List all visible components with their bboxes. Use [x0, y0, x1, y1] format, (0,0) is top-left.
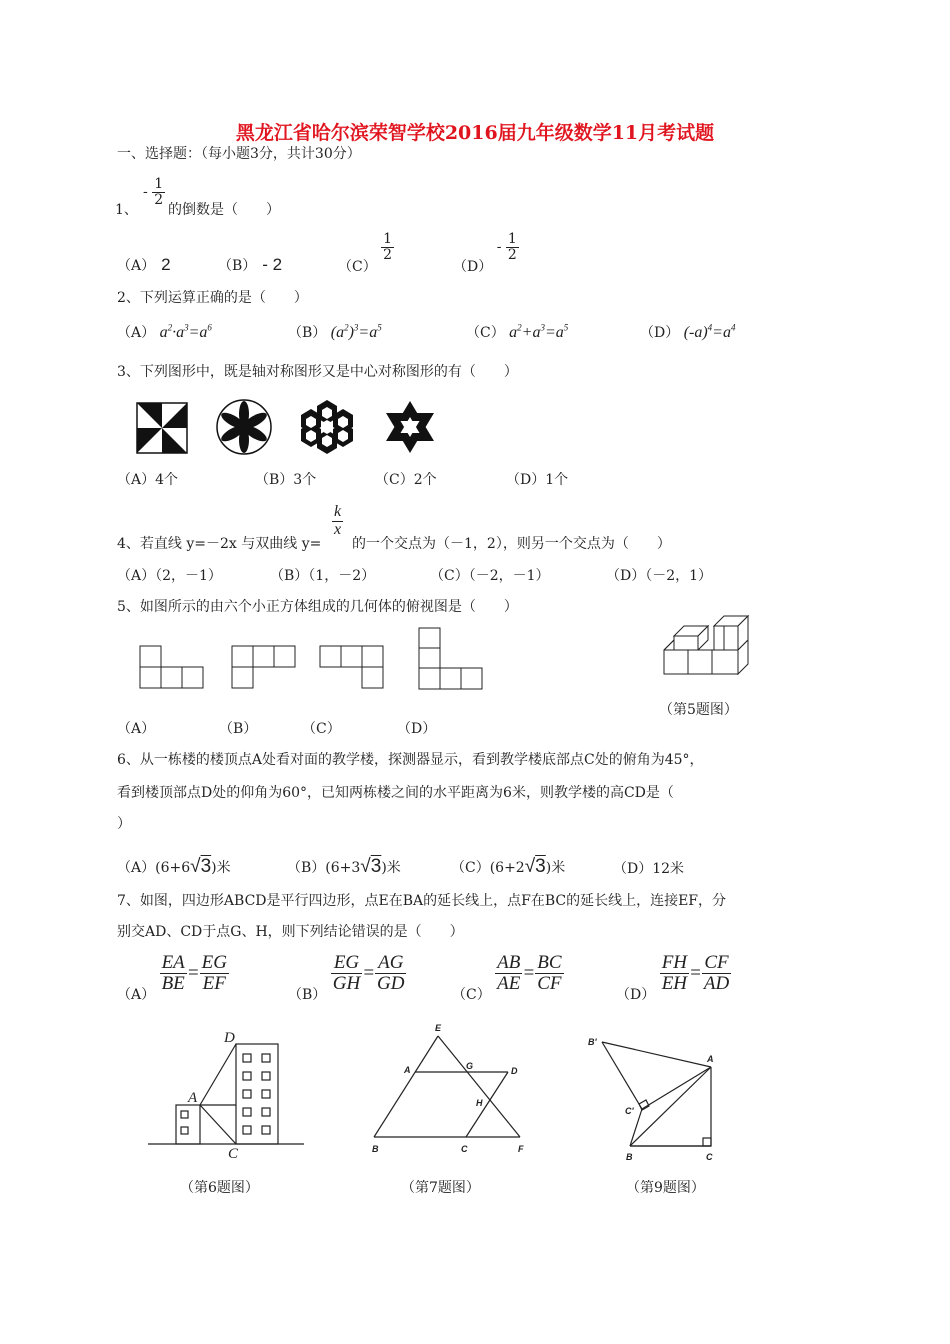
q4-option-d: （D）（－2，1）	[606, 568, 713, 584]
q4-fraction: $\frac{k}{x}$	[334, 503, 342, 538]
q1-fraction: - $\frac{1}{2}$	[143, 176, 164, 208]
fig6-label-a: A	[188, 1090, 198, 1106]
q5-label-b: （B）	[219, 721, 258, 737]
q5-cube-figure	[662, 612, 752, 678]
q6-line3: ）	[117, 816, 131, 832]
q2-option-b: （B） $(a^2)^3=a^5$	[288, 322, 382, 341]
q1-option-c: （C） $\frac{1}{2}$	[338, 231, 393, 276]
q6-line1: 6、从一栋楼的楼顶点A处看对面的教学楼，探测器显示，看到教学楼底部点C处的俯角为45°，	[117, 752, 704, 768]
q4-option-c: （C）（－2，－1）	[430, 568, 550, 584]
q3-option-d: （D）1个	[506, 472, 569, 488]
q1-option-b: （B） - 2	[218, 255, 283, 274]
fig9-label-a: A	[707, 1054, 714, 1064]
q6-option-b: （B）(6+3√3)米	[287, 856, 401, 877]
fig7-label-f: F	[518, 1144, 524, 1154]
section-heading: 一、选择题：（每小题3分，共计30分）	[117, 146, 361, 162]
fig7-label-c: C	[461, 1144, 468, 1154]
six-point-star-shape	[384, 400, 436, 454]
q1-number: 1、	[115, 202, 138, 218]
q7-option-c: （C） $\frac{AB}{AE}$ = $\frac{BC}{CF}$	[452, 952, 562, 1004]
fig9-label-c: C	[706, 1152, 713, 1162]
fig7-label-e: E	[435, 1023, 442, 1033]
q4-option-b: （B）（1，－2）	[270, 568, 376, 584]
q7-line1: 7、如图，四边形ABCD是平行四边形，点E在BA的延长线上，点F在BC的延长线上，连接EF，分	[117, 893, 727, 909]
q6-option-c: （C）(6+2√3)米	[451, 856, 566, 877]
q6-line2: 看到楼顶部点D处的仰角为60°，已知两栋楼之间的水平距离为6米，则教学楼的高CD是（	[117, 785, 674, 801]
q7-option-b: （B） $\frac{EG}{GH}$ = $\frac{AG}{GD}$	[288, 952, 405, 1004]
q5-label-c: （C）	[302, 721, 341, 737]
q1-stem: 的倒数是（ ）	[168, 202, 280, 218]
q4-stem-part1: 4、若直线 y=－2x 与双曲线 y=	[117, 536, 322, 552]
q5-view-d	[418, 627, 484, 691]
fig9-label-c-prime: C'	[625, 1106, 634, 1116]
q2-option-d: （D） $(-a)^4=a^4$	[640, 322, 736, 341]
fig9-caption: （第9题图）	[626, 1180, 705, 1196]
fig9-triangles	[582, 1032, 722, 1164]
fig6-caption: （第6题图）	[180, 1180, 259, 1196]
q5-view-c	[319, 644, 385, 690]
q7-line2: 别交AD、CD于点G、H，则下列结论错误的是（ ）	[117, 924, 464, 940]
q3-option-a: （A）4个	[117, 472, 179, 488]
q4-stem-part2: 的一个交点为（－1，2），则另一个交点为（ ）	[352, 536, 671, 552]
q7-option-a: （A） $\frac{EA}{BE}$ = $\frac{EG}{EF}$	[117, 952, 227, 1004]
fig6-buildings	[148, 1028, 304, 1162]
flower-circle-shape	[215, 398, 273, 456]
q5-view-a	[139, 644, 205, 690]
q7-option-d: （D） $\frac{FH}{EH}$ = $\frac{CF}{AD}$	[616, 952, 730, 1004]
fig7-label-a: A	[404, 1065, 411, 1075]
fig9-label-b: B	[626, 1152, 633, 1162]
q5-stem: 5、如图所示的由六个小正方体组成的几何体的俯视图是（ ）	[117, 599, 518, 615]
q2-stem: 2、下列运算正确的是（ ）	[117, 290, 308, 306]
q6-option-d: （D）12米	[613, 861, 685, 877]
q3-option-c: （C）2个	[375, 472, 437, 488]
q5-view-b	[231, 644, 297, 690]
q1-option-a: （A） 2	[117, 255, 171, 274]
q5-caption: （第5题图）	[659, 702, 738, 718]
fig7-parallelogram	[368, 1022, 538, 1157]
q4-option-a: （A）（2，－1）	[117, 568, 222, 584]
q3-stem: 3、下列图形中，既是轴对称图形又是中心对称图形的有（ ）	[117, 364, 518, 380]
fig9-label-b-prime: B'	[588, 1037, 597, 1047]
fig6-label-c: C	[228, 1146, 239, 1162]
fig7-label-g: G	[466, 1061, 474, 1071]
fig7-label-d: D	[511, 1066, 518, 1076]
q5-label-a: （A）	[117, 721, 156, 737]
fig7-label-b: B	[372, 1144, 379, 1154]
q2-option-a: （A） $a^2\cdot a^3=a^6$	[117, 322, 212, 341]
fig7-caption: （第7题图）	[401, 1180, 480, 1196]
q3-option-b: （B）3个	[255, 472, 317, 488]
pinwheel-shape	[136, 402, 188, 454]
page-title: 黑龙江省哈尔滨荣智学校2016届九年级数学11月考试题	[235, 122, 715, 144]
q1-option-d: （D） - $\frac{1}{2}$	[453, 231, 517, 276]
q2-option-c: （C） $a^2+a^3=a^5$	[466, 322, 569, 341]
q5-label-d: （D）	[397, 721, 437, 737]
hexagon-ring-shape	[297, 398, 357, 456]
fig6-label-d: D	[224, 1030, 235, 1046]
q6-option-a: （A）(6+6√3)米	[117, 856, 231, 877]
fig7-label-h: H	[476, 1098, 483, 1108]
